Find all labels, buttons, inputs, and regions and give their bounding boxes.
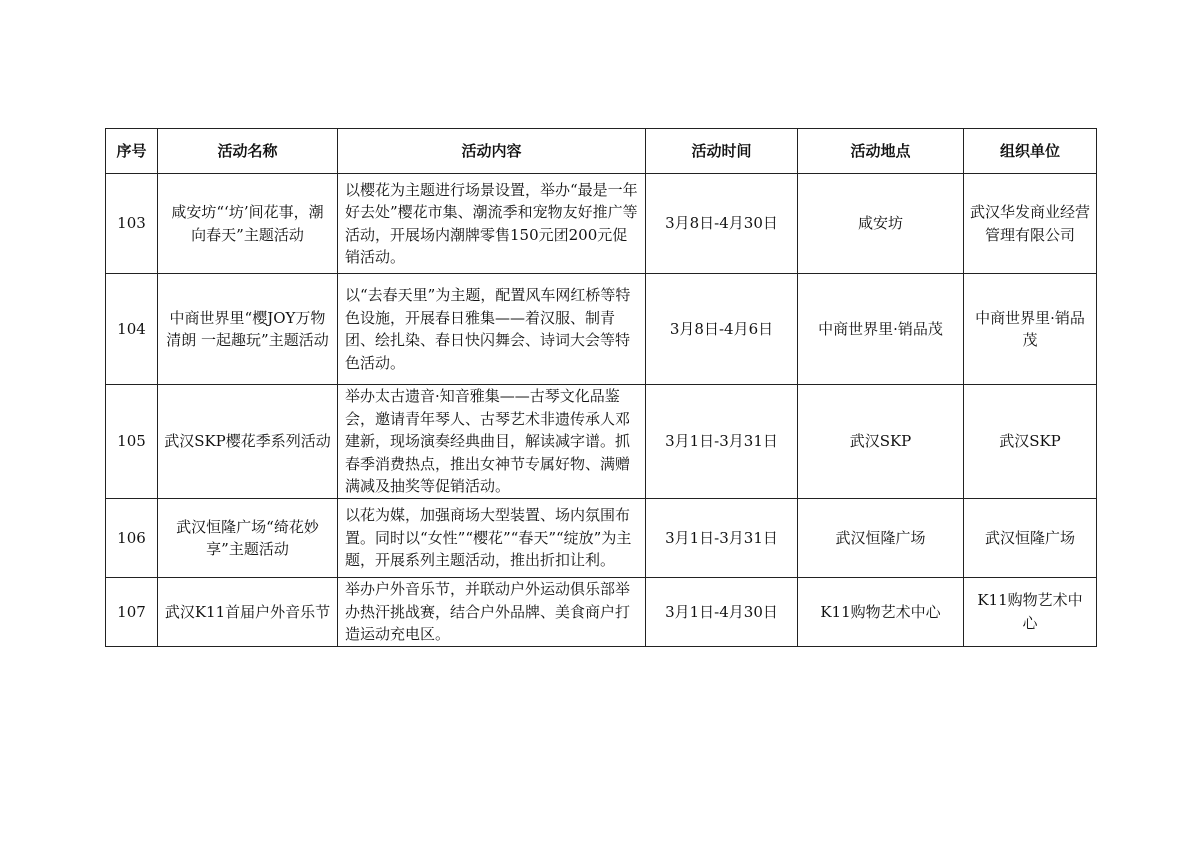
cell-no: 105 — [106, 385, 158, 499]
cell-time: 3月1日-3月31日 — [646, 499, 798, 578]
cell-place: 中商世界里·销品茂 — [798, 274, 964, 385]
table-row — [106, 499, 1097, 578]
cell-name: 武汉SKP樱花季系列活动 — [158, 385, 338, 499]
cell-org: 武汉SKP — [964, 385, 1097, 499]
cell-place: K11购物艺术中心 — [798, 578, 964, 647]
cell-no: 103 — [106, 174, 158, 274]
cell-place: 咸安坊 — [798, 174, 964, 274]
cell-name: 中商世界里“樱JOY万物清朗 一起趣玩”主题活动 — [158, 274, 338, 385]
cell-name: 咸安坊“‘坊’间花事，潮向春天”主题活动 — [158, 174, 338, 274]
cell-no: 104 — [106, 274, 158, 385]
table-row — [106, 174, 1097, 274]
header-time: 活动时间 — [646, 129, 798, 174]
cell-org: 中商世界里·销品茂 — [964, 274, 1097, 385]
cell-place: 武汉SKP — [798, 385, 964, 499]
table-row — [106, 274, 1097, 385]
cell-content: 以“去春天里”为主题，配置风车网红桥等特色设施，开展春日雅集——着汉服、制青团、绘扎染、春日快闪舞会、诗词大会等特色活动。 — [338, 274, 646, 385]
cell-name: 武汉恒隆广场“绮花妙享”主题活动 — [158, 499, 338, 578]
cell-time: 3月1日-4月30日 — [646, 578, 798, 647]
header-no: 序号 — [106, 129, 158, 174]
cell-content: 以樱花为主题进行场景设置，举办“最是一年好去处”樱花市集、潮流季和宠物友好推广等活动，开展场内潮牌零售150元团200元促销活动。 — [338, 174, 646, 274]
cell-org: 武汉华发商业经营管理有限公司 — [964, 174, 1097, 274]
table-row — [106, 578, 1097, 647]
cell-org: K11购物艺术中心 — [964, 578, 1097, 647]
cell-time: 3月1日-3月31日 — [646, 385, 798, 499]
header-content: 活动内容 — [338, 129, 646, 174]
cell-time: 3月8日-4月30日 — [646, 174, 798, 274]
cell-content: 以花为媒，加强商场大型装置、场内氛围布置。同时以“女性”“樱花”“春天”“绽放”为主题，开展系列主题活动，推出折扣让利。 — [338, 499, 646, 578]
cell-no: 107 — [106, 578, 158, 647]
header-name: 活动名称 — [158, 129, 338, 174]
header-row — [106, 129, 1097, 174]
cell-place: 武汉恒隆广场 — [798, 499, 964, 578]
activity-table — [105, 128, 1097, 647]
header-place: 活动地点 — [798, 129, 964, 174]
header-org: 组织单位 — [964, 129, 1097, 174]
cell-content: 举办太古遗音·知音雅集——古琴文化品鉴会，邀请青年琴人、古琴艺术非遗传承人邓建新，现场演奏经典曲目，解读减字谱。抓春季消费热点，推出女神节专属好物、满赠满减及抽奖等促销活动。 — [338, 385, 646, 499]
cell-org: 武汉恒隆广场 — [964, 499, 1097, 578]
cell-content: 举办户外音乐节，并联动户外运动俱乐部举办热汗挑战赛，结合户外品牌、美食商户打造运动充电区。 — [338, 578, 646, 647]
cell-no: 106 — [106, 499, 158, 578]
cell-name: 武汉K11首届户外音乐节 — [158, 578, 338, 647]
table-row — [106, 385, 1097, 499]
cell-time: 3月8日-4月6日 — [646, 274, 798, 385]
